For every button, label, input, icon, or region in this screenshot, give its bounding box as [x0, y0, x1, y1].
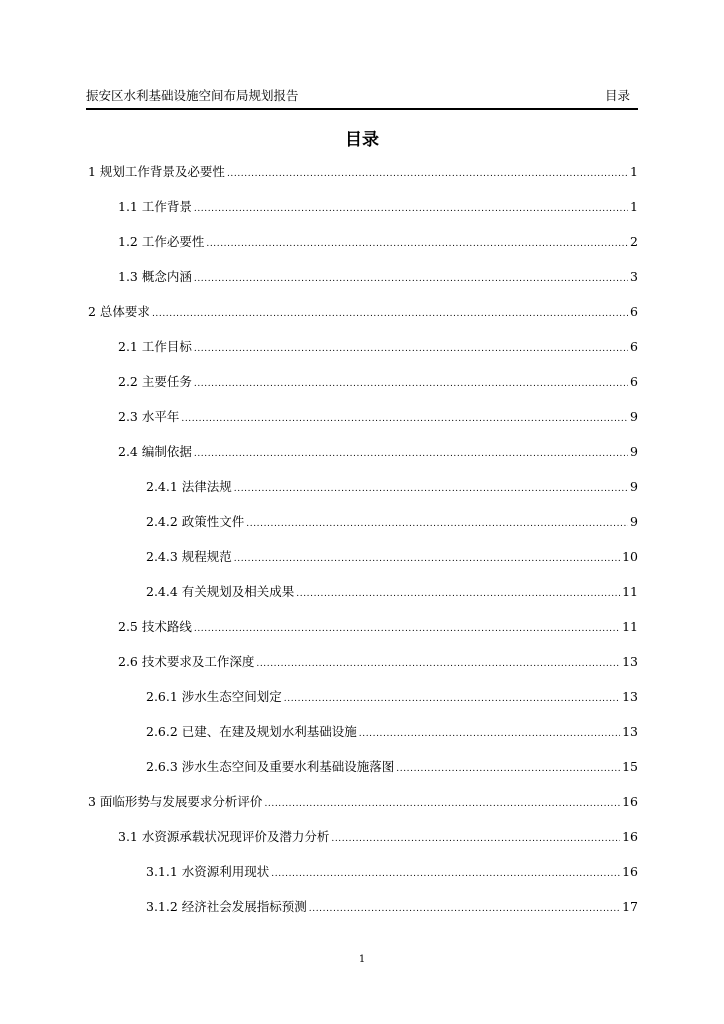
toc-leader-dots — [284, 687, 620, 707]
toc-entry[interactable] — [118, 267, 638, 287]
toc-entry[interactable] — [118, 407, 638, 427]
toc-entry-page: 17 — [622, 899, 638, 914]
toc-entry-page: 2 — [630, 234, 638, 249]
toc-entry-label: 2.5 技术路线 — [118, 619, 192, 634]
toc-leader-dots — [227, 162, 628, 182]
toc-entry-label: 1.3 概念内涵 — [118, 269, 192, 284]
toc-leader-dots — [246, 512, 628, 532]
toc-entry-label: 1 规划工作背景及必要性 — [88, 164, 225, 179]
toc-leader-dots — [234, 547, 620, 567]
toc-leader-dots — [194, 617, 620, 637]
header-document-title: 振安区水利基础设施空间布局规划报告 — [86, 88, 299, 103]
toc-entry-label: 2.6.3 涉水生态空间及重要水利基础设施落图 — [146, 759, 395, 774]
toc-leader-dots — [256, 652, 620, 672]
page-header — [86, 88, 638, 110]
toc-entry-page: 11 — [622, 619, 638, 634]
toc-entry[interactable] — [118, 232, 638, 252]
toc-entry[interactable] — [88, 302, 638, 322]
toc-leader-dots — [206, 232, 628, 252]
toc-entry[interactable] — [146, 582, 638, 602]
toc-leader-dots — [331, 827, 620, 847]
toc-leader-dots — [309, 897, 620, 917]
toc-entry-page: 16 — [622, 864, 638, 879]
toc-entry-page: 9 — [630, 409, 638, 424]
toc-entry-page: 10 — [622, 549, 638, 564]
toc-leader-dots — [194, 337, 628, 357]
toc-entry-page: 6 — [630, 304, 638, 319]
toc-entry-label: 2.6.1 涉水生态空间划定 — [146, 689, 282, 704]
toc-entry-page: 1 — [630, 199, 638, 214]
toc-entry[interactable] — [88, 792, 638, 812]
toc-leader-dots — [396, 757, 620, 777]
toc-entry[interactable] — [146, 477, 638, 497]
toc-entry[interactable] — [88, 162, 638, 182]
toc-leader-dots — [296, 582, 620, 602]
toc-entry-label: 1.1 工作背景 — [118, 199, 192, 214]
toc-leader-dots — [194, 442, 628, 462]
toc-leader-dots — [271, 862, 620, 882]
toc-entry-page: 6 — [630, 374, 638, 389]
toc-entry[interactable] — [146, 512, 638, 532]
toc-entry-page: 13 — [622, 724, 638, 739]
toc-entry[interactable] — [118, 652, 638, 672]
toc-entry[interactable] — [118, 827, 638, 847]
toc-entry-label: 2.4.3 规程规范 — [146, 549, 232, 564]
toc-entry-page: 9 — [630, 514, 638, 529]
toc-entry-label: 2.4 编制依据 — [118, 444, 192, 459]
toc-entry-page: 6 — [630, 339, 638, 354]
toc-entry-page: 13 — [622, 689, 638, 704]
toc-leader-dots — [181, 407, 628, 427]
toc-entry-label: 1.2 工作必要性 — [118, 234, 205, 249]
toc-entry[interactable] — [118, 197, 638, 217]
toc-leader-dots — [234, 477, 628, 497]
header-section-title: 目录 — [604, 88, 630, 103]
toc-entry[interactable] — [118, 372, 638, 392]
toc-entry[interactable] — [118, 337, 638, 357]
toc-entry-page: 13 — [622, 654, 638, 669]
toc-entry-label: 2.4.4 有关规划及相关成果 — [146, 584, 295, 599]
toc-leader-dots — [264, 792, 620, 812]
toc-entry-page: 16 — [622, 794, 638, 809]
toc-entry[interactable] — [146, 897, 638, 917]
toc-leader-dots — [152, 302, 628, 322]
toc-entry[interactable] — [118, 442, 638, 462]
toc-entry-label: 2.4.1 法律法规 — [146, 479, 232, 494]
toc-entry-label: 3.1.1 水资源利用现状 — [146, 864, 270, 879]
toc-heading: 目录 — [345, 130, 379, 150]
toc-entry[interactable] — [146, 757, 638, 777]
toc-entry[interactable] — [146, 722, 638, 742]
toc-entry[interactable] — [146, 547, 638, 567]
toc-entry-label: 2.6.2 已建、在建及规划水利基础设施 — [146, 724, 357, 739]
toc-entry-page: 15 — [622, 759, 638, 774]
toc-entry-label: 2.2 主要任务 — [118, 374, 192, 389]
toc-entry-label: 2.6 技术要求及工作深度 — [118, 654, 255, 669]
toc-entry-page: 1 — [630, 164, 638, 179]
toc-entry-label: 2.3 水平年 — [118, 409, 180, 424]
page-number: 1 — [358, 954, 366, 965]
toc-entry-label: 3.1 水资源承载状况现评价及潜力分析 — [118, 829, 330, 844]
toc-entry-page: 9 — [630, 479, 638, 494]
toc-entry-label: 2.4.2 政策性文件 — [146, 514, 245, 529]
toc-entry-label: 2 总体要求 — [88, 304, 150, 319]
toc-entry[interactable] — [146, 862, 638, 882]
toc-leader-dots — [359, 722, 620, 742]
toc-entry-label: 3.1.2 经济社会发展指标预测 — [146, 899, 307, 914]
toc-entry-page: 3 — [630, 269, 638, 284]
toc-entry-page: 16 — [622, 829, 638, 844]
toc-leader-dots — [194, 267, 628, 287]
toc-leader-dots — [194, 197, 628, 217]
toc-entry-page: 9 — [630, 444, 638, 459]
toc-entry[interactable] — [146, 687, 638, 707]
toc-entry-label: 2.1 工作目标 — [118, 339, 192, 354]
toc-leader-dots — [194, 372, 628, 392]
toc-entry[interactable] — [118, 617, 638, 637]
toc-entry-label: 3 面临形势与发展要求分析评价 — [88, 794, 263, 809]
toc-entry-page: 11 — [622, 584, 638, 599]
